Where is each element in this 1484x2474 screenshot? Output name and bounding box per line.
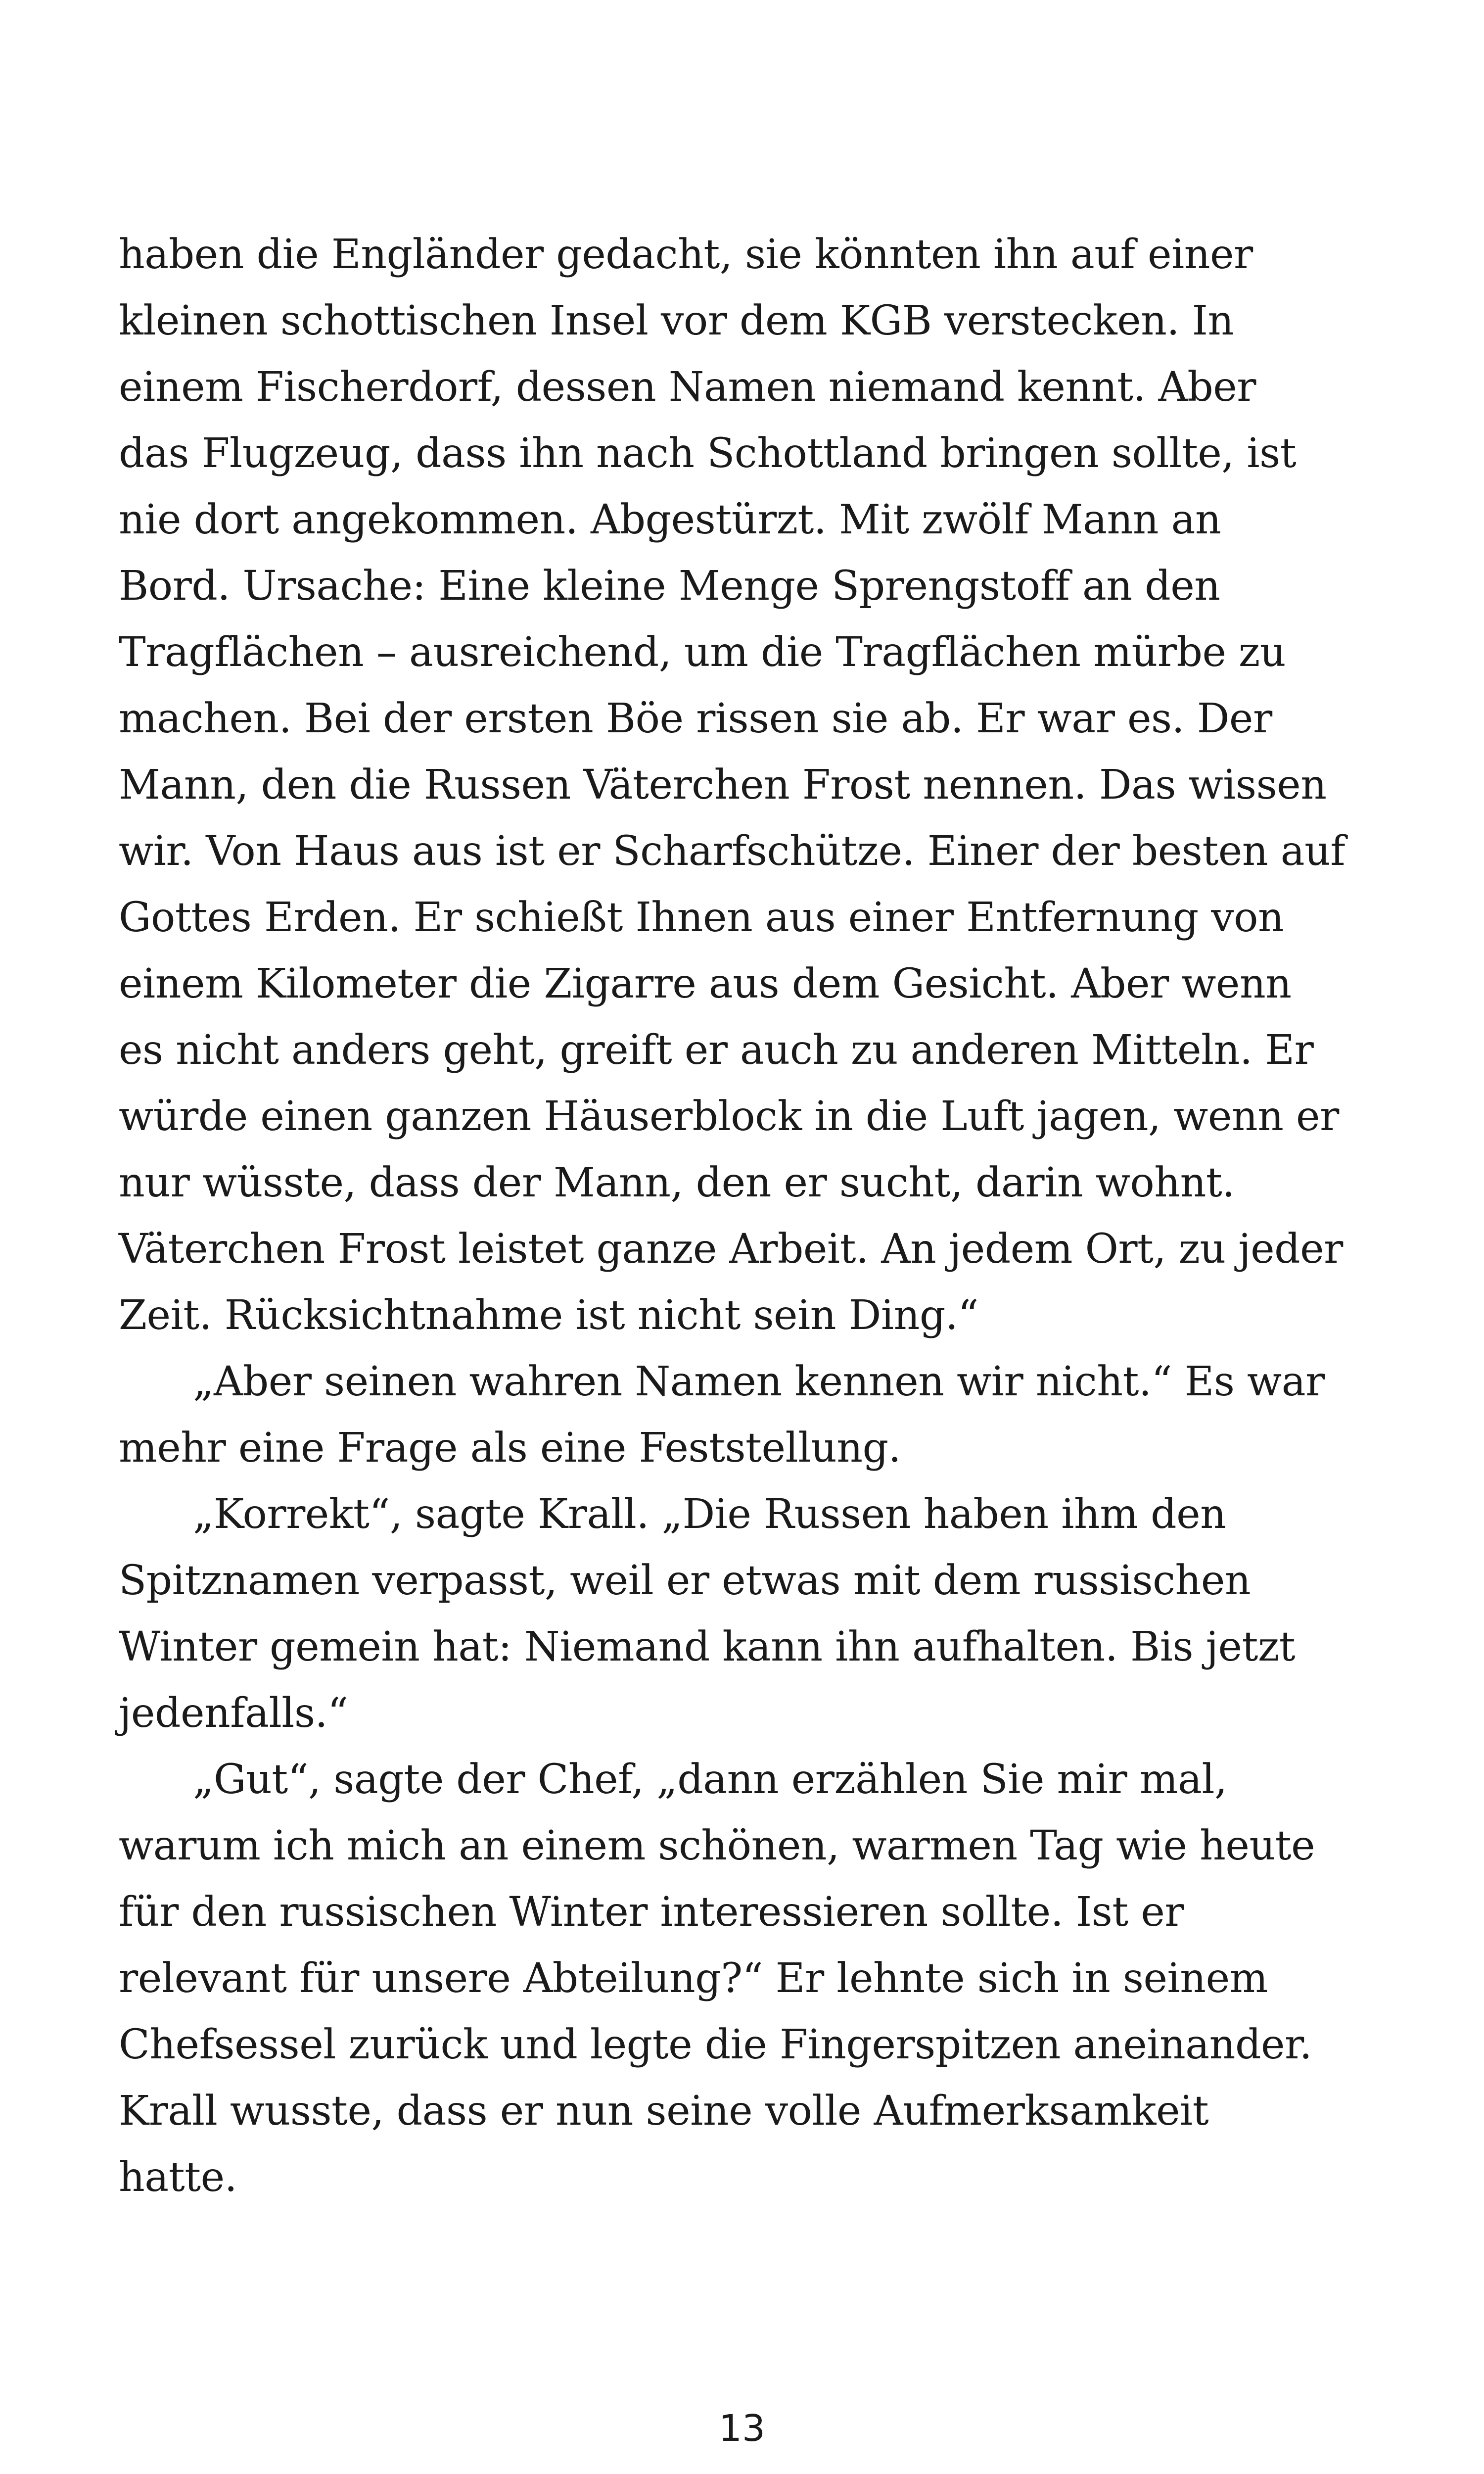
text-line: Winter gemein hat: Niemand kann ihn aufhalten. Bis jetzt <box>119 1623 1296 1670</box>
text-line: es nicht anders geht, greift er auch zu anderen Mitteln. Er <box>119 1027 1314 1074</box>
text-line: einem Kilometer die Zigarre aus dem Gesicht. Aber wenn <box>119 960 1292 1007</box>
text-line: das Flugzeug, dass ihn nach Schottland bringen sollte, ist <box>119 430 1297 477</box>
text-line: „Gut“, sagte der Chef, „dann erzählen Sie mir mal, <box>193 1756 1227 1803</box>
text-line: für den russischen Winter interessieren sollte. Ist er <box>119 1889 1184 1936</box>
text-line: nie dort angekommen. Abgestürzt. Mit zwölf Mann an <box>119 496 1221 543</box>
text-line: machen. Bei der ersten Böe rissen sie ab. Er war es. Der <box>119 695 1272 742</box>
text-line: Gottes Erden. Er schießt Ihnen aus einer Entfernung von <box>119 894 1284 941</box>
text-line: würde einen ganzen Häuserblock in die Luft jagen, wenn er <box>119 1093 1339 1140</box>
text-line: haben die Engländer gedacht, sie könnten ihn auf einer <box>119 231 1253 278</box>
text-line: kleinen schottischen Insel vor dem KGB verstecken. In <box>119 297 1234 344</box>
text-line: relevant für unsere Abteilung?“ Er lehnte sich in seinem <box>119 1955 1268 2002</box>
text-line: „Korrekt“, sagte Krall. „Die Russen haben ihm den <box>193 1491 1226 1538</box>
text-line: „Aber seinen wahren Namen kennen wir nicht.“ Es war <box>193 1358 1325 1405</box>
text-line: Spitznamen verpasst, weil er etwas mit dem russischen <box>119 1557 1251 1604</box>
text-line: Mann, den die Russen Väterchen Frost nennen. Das wissen <box>119 761 1327 809</box>
text-line: Tragflächen – ausreichend, um die Tragflächen mürbe zu <box>119 629 1286 676</box>
page-number: 13 <box>718 2407 766 2450</box>
text-line: warum ich mich an einem schönen, warmen Tag wie heute <box>119 1822 1315 1869</box>
text-line: nur wüsste, dass der Mann, den er sucht, darin wohnt. <box>119 1159 1235 1206</box>
text-line: Bord. Ursache: Eine kleine Menge Sprengstoff an den <box>119 563 1220 610</box>
text-line: wir. Von Haus aus ist er Scharfschütze. Einer der besten auf <box>119 828 1345 875</box>
body-text <box>119 222 1405 2211</box>
text-line: einem Fischerdorf, dessen Namen niemand kennt. Aber <box>119 364 1256 411</box>
text-line: mehr eine Frage als eine Feststellung. <box>119 1425 901 1472</box>
text-line: Krall wusste, dass er nun seine volle Aufmerksamkeit <box>119 2088 1209 2135</box>
text-line: jedenfalls.“ <box>119 1690 348 1737</box>
text-line: hatte. <box>119 2154 237 2201</box>
text-line: Väterchen Frost leistet ganze Arbeit. An jedem Ort, zu jeder <box>119 1226 1343 1273</box>
text-line: Zeit. Rücksichtnahme ist nicht sein Ding.“ <box>119 1292 978 1339</box>
text-line: Chefsessel zurück und legte die Fingerspitzen aneinander. <box>119 2021 1312 2068</box>
